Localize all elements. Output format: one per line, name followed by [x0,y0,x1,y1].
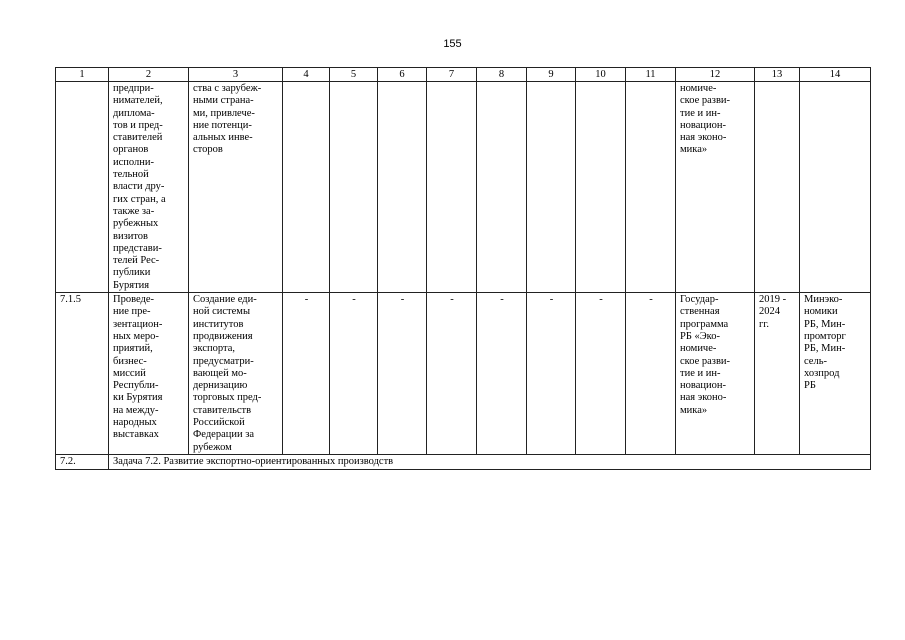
cell-number [56,82,109,293]
cell-col10 [576,82,626,293]
header-cell: 3 [189,68,283,82]
cell-responsible: Минэко- номики РБ, Мин- промторг РБ, Мин- сель- хозпрод РБ [800,293,871,455]
cell-col6 [378,82,427,293]
cell-col8 [477,82,527,293]
cell-description: Создание еди- ной системы институтов продвижения экспорта, предусматри- вающей мо- дернизацию торговых пред- ставительств Российской Федерации за рубежом [189,293,283,455]
cell-program: Государ- ственная программа РБ «Эко- номиче- ское разви- тие и ин- новацион- ная эконо- мика» [676,293,755,455]
cell-col4 [283,82,330,293]
header-cell: 7 [427,68,477,82]
header-cell: 12 [676,68,755,82]
cell-period [755,82,800,293]
header-cell: 1 [56,68,109,82]
cell-dash: - [576,293,626,455]
header-cell: 13 [755,68,800,82]
cell-event: Проведе- ние пре- зентацион- ных меро- приятий, бизнес- миссий Республи- ки Бурятия на между- народных выставках [109,293,189,455]
cell-responsible [800,82,871,293]
cell-col11 [626,82,676,293]
header-cell: 8 [477,68,527,82]
header-row [56,68,871,82]
cell-dash: - [378,293,427,455]
cell-dash: - [330,293,378,455]
cell-program: номиче- ское разви- тие и ин- новацион- ная эконо- мика» [676,82,755,293]
program-table [55,67,871,470]
header-cell: 10 [576,68,626,82]
table-row-continuation [56,82,871,293]
header-cell: 6 [378,68,427,82]
header-cell: 4 [283,68,330,82]
header-cell: 2 [109,68,189,82]
cell-number: 7.2. [56,454,109,469]
cell-dash: - [283,293,330,455]
cell-dash: - [626,293,676,455]
header-cell: 9 [527,68,576,82]
header-cell: 14 [800,68,871,82]
header-cell: 5 [330,68,378,82]
cell-event: предпри- нимателей, диплома- тов и пред- ставителей органов исполни- тельной власти дру- гих стран, а также за- рубежных визитов представи- телей Рес- публики Бурятия [109,82,189,293]
page-number: 155 [443,38,462,50]
header-cell: 11 [626,68,676,82]
cell-col9 [527,82,576,293]
cell-description: ства с зарубеж- ными страна- ми, привлече- ние потенци- альных инве- сторов [189,82,283,293]
table-row-7-2 [56,454,871,469]
table-row-7-1-5 [56,293,871,455]
cell-period: 2019 - 2024 гг. [755,293,800,455]
cell-dash: - [427,293,477,455]
cell-dash: - [477,293,527,455]
cell-col7 [427,82,477,293]
cell-dash: - [527,293,576,455]
cell-task-title: Задача 7.2. Развитие экспортно-ориентированных производств [109,454,871,469]
cell-col5 [330,82,378,293]
cell-number: 7.1.5 [56,293,109,455]
